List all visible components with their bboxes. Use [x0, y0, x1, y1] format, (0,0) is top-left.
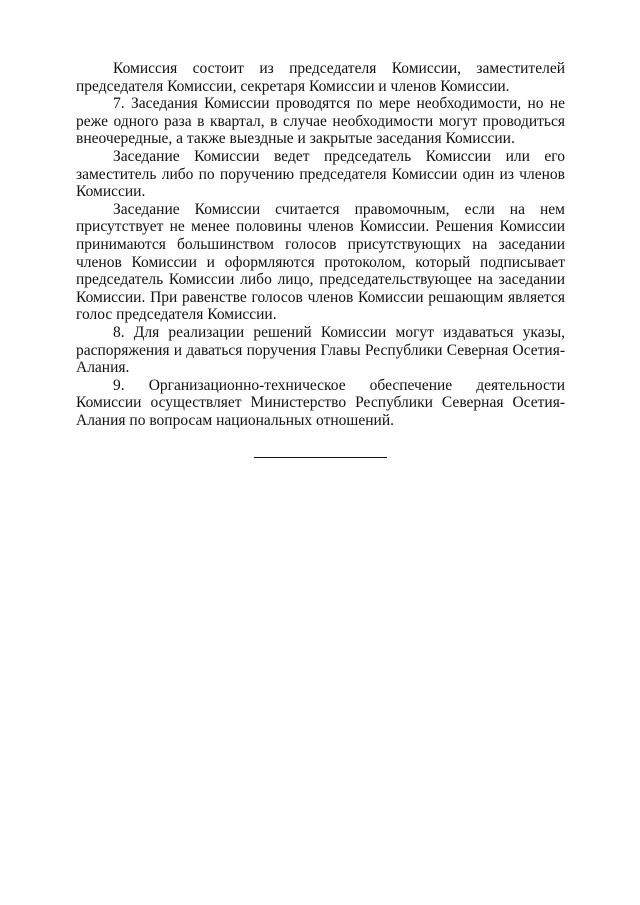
paragraph-quorum-and-decisions: Заседание Комиссии считается правомочным, если на нем присутствует не менее половины членов Комиссии. Решения Комиссии принимаются большинством голосов присутствующих на заседании членов Комиссии и оформляются протоколом, который подписывает председатель Комиссии либо лицо, председательствующее на заседании Комиссии. При равенстве голосов членов Комиссии решающим является голос председателя Комиссии.	[76, 200, 565, 324]
end-separator-line	[254, 457, 387, 458]
paragraph-commission-composition: Комиссия состоит из председателя Комиссии, заместителей председателя Комиссии, секретаря Комиссии и членов Комиссии.	[76, 60, 565, 95]
paragraph-item-8-implementation: 8. Для реализации решений Комиссии могут издаваться указы, распоряжения и даваться поручения Главы Республики Северная Осетия-Алания.	[76, 323, 565, 377]
paragraph-item-7-meetings: 7. Заседания Комиссии проводятся по мере необходимости, но не реже одного раза в квартал, в случае необходимости могут проводиться внеочередные, а также выездные и закрытые заседания Комиссии.	[76, 95, 565, 148]
paragraph-item-9-support: 9. Организационно-техническое обеспечение деятельности Комиссии осуществляет Министерство Республики Северная Осетия-Алания по вопросам национальных отношений.	[76, 376, 565, 429]
paragraph-meeting-chair: Заседание Комиссии ведет председатель Комиссии или его заместитель либо по поручению председателя Комиссии один из членов Комиссии.	[76, 147, 565, 201]
document-body	[76, 60, 565, 429]
